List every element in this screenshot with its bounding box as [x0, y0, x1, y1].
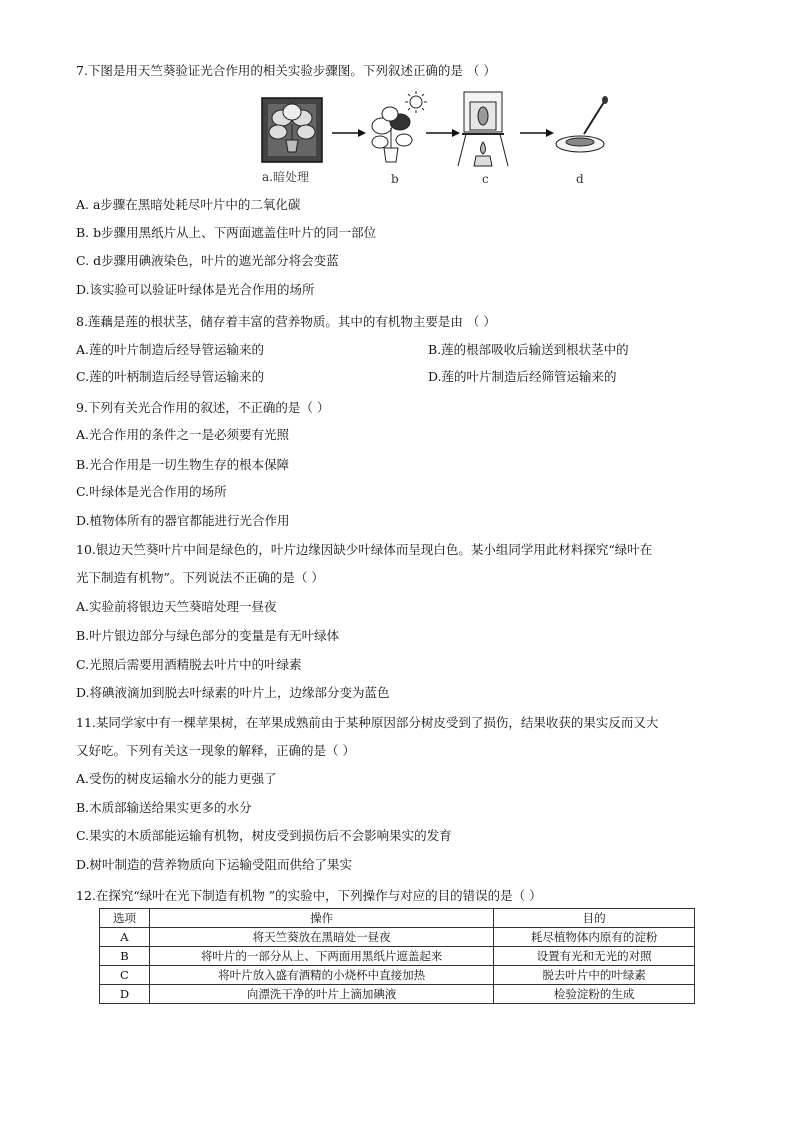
label-a: a.暗处理: [262, 170, 309, 184]
cell-option: A: [100, 928, 150, 947]
q11-stem-line2: 又好吃。下列有关这一现象的解释，正确的是（ ）: [76, 743, 355, 758]
q7-option-d: D.该实验可以验证叶绿体是光合作用的场所: [76, 282, 315, 297]
q10-option-d: D.将碘液滴加到脱去叶绿素的叶片上，边缘部分变为蓝色: [76, 685, 390, 700]
q9-stem: 9.下列有关光合作用的叙述，不正确的是（ ）: [76, 400, 330, 415]
cell-purpose: 脱去叶片中的叶绿素: [494, 966, 695, 985]
header-option: 选项: [100, 909, 150, 928]
q8-option-c: C.莲的叶柄制造后经导管运输来的: [76, 369, 265, 384]
q8-option-b: B.莲的根部吸收后输送到根状茎中的: [428, 342, 629, 357]
q11-option-a: A.受伤的树皮运输水分的能力更强了: [76, 771, 277, 786]
cell-operation: 将天竺葵放在黑暗处一昼夜: [149, 928, 493, 947]
step-a-dark-treatment: [262, 98, 322, 162]
q11-stem-line1: 11.某同学家中有一棵苹果树，在苹果成熟前由于某种原因部分树皮受到了损伤，结果收获的果实反而又大: [76, 715, 659, 730]
q11-option-b: B.木质部输送给果实更多的水分: [76, 800, 252, 815]
q12-stem: 12.在探究“绿叶在光下制造有机物 ”的实验中，下列操作与对应的目的错误的是（ ）: [76, 888, 542, 903]
q7-figure: [258, 88, 618, 188]
step-d-iodine: [556, 96, 608, 152]
cell-option: B: [100, 947, 150, 966]
cell-option: D: [100, 985, 150, 1004]
q7-option-b: B. b步骤用黑纸片从上、下两面遮盖住叶片的同一部位: [76, 225, 377, 240]
q10-stem-line2: 光下制造有机物”。下列说法不正确的是（ ）: [76, 570, 324, 585]
q11-option-c: C.果实的木质部能运输有机物，树皮受到损伤后不会影响果实的发育: [76, 828, 452, 843]
q8-option-a: A.莲的叶片制造后经导管运输来的: [76, 342, 265, 357]
q10-option-a: A.实验前将银边天竺葵暗处理一昼夜: [76, 599, 277, 614]
q7-option-a: A. a步骤在黑暗处耗尽叶片中的二氧化碳: [76, 197, 301, 212]
experiment-steps-diagram: [258, 88, 618, 188]
q10-option-b: B.叶片银边部分与绿色部分的变量是有无叶绿体: [76, 628, 340, 643]
q9-option-c: C.叶绿体是光合作用的场所: [76, 484, 227, 499]
label-b: b: [391, 172, 399, 186]
q8-option-d: D.莲的叶片制造后经筛管运输来的: [428, 369, 617, 384]
table-header-row: [100, 909, 695, 928]
cell-operation: 向漂洗干净的叶片上滴加碘液: [149, 985, 493, 1004]
label-d: d: [576, 172, 584, 186]
cell-purpose: 耗尽植物体内原有的淀粉: [494, 928, 695, 947]
table-row: [100, 947, 695, 966]
q12-table: [99, 908, 695, 1004]
table-row: [100, 928, 695, 947]
q11-option-d: D.树叶制造的营养物质向下运输受阻而供给了果实: [76, 857, 353, 872]
table-row: [100, 966, 695, 985]
label-c: c: [482, 172, 489, 186]
q8-stem: 8.莲藕是莲的根状茎，储存着丰富的营养物质。其中的有机物主要是由 （ ）: [76, 314, 496, 329]
step-c-heating: [458, 92, 508, 166]
cell-option: C: [100, 966, 150, 985]
header-operation: 操作: [149, 909, 493, 928]
cell-operation: 将叶片放入盛有酒精的小烧杯中直接加热: [149, 966, 493, 985]
cell-purpose: 检验淀粉的生成: [494, 985, 695, 1004]
table-row: [100, 985, 695, 1004]
q9-option-a: A.光合作用的条件之一是必须要有光照: [76, 427, 290, 442]
q7-stem: 7.下图是用天竺葵验证光合作用的相关实验步骤图。下列叙述正确的是 （ ）: [76, 63, 496, 78]
q10-option-c: C.光照后需要用酒精脱去叶片中的叶绿素: [76, 657, 302, 672]
cell-purpose: 设置有光和无光的对照: [494, 947, 695, 966]
cell-operation: 将叶片的一部分从上、下两面用黑纸片遮盖起来: [149, 947, 493, 966]
q9-option-b: B.光合作用是一切生物生存的根本保障: [76, 457, 290, 472]
q7-option-c: C. d步骤用碘液染色，叶片的遮光部分将会变蓝: [76, 253, 339, 268]
step-b-light: [372, 91, 427, 162]
q9-option-d: D.植物体所有的器官都能进行光合作用: [76, 513, 290, 528]
q10-stem-line1: 10.银边天竺葵叶片中间是绿色的，叶片边缘因缺少叶绿体而呈现白色。某小组同学用此材料探究“绿叶在: [76, 542, 653, 557]
header-purpose: 目的: [494, 909, 695, 928]
